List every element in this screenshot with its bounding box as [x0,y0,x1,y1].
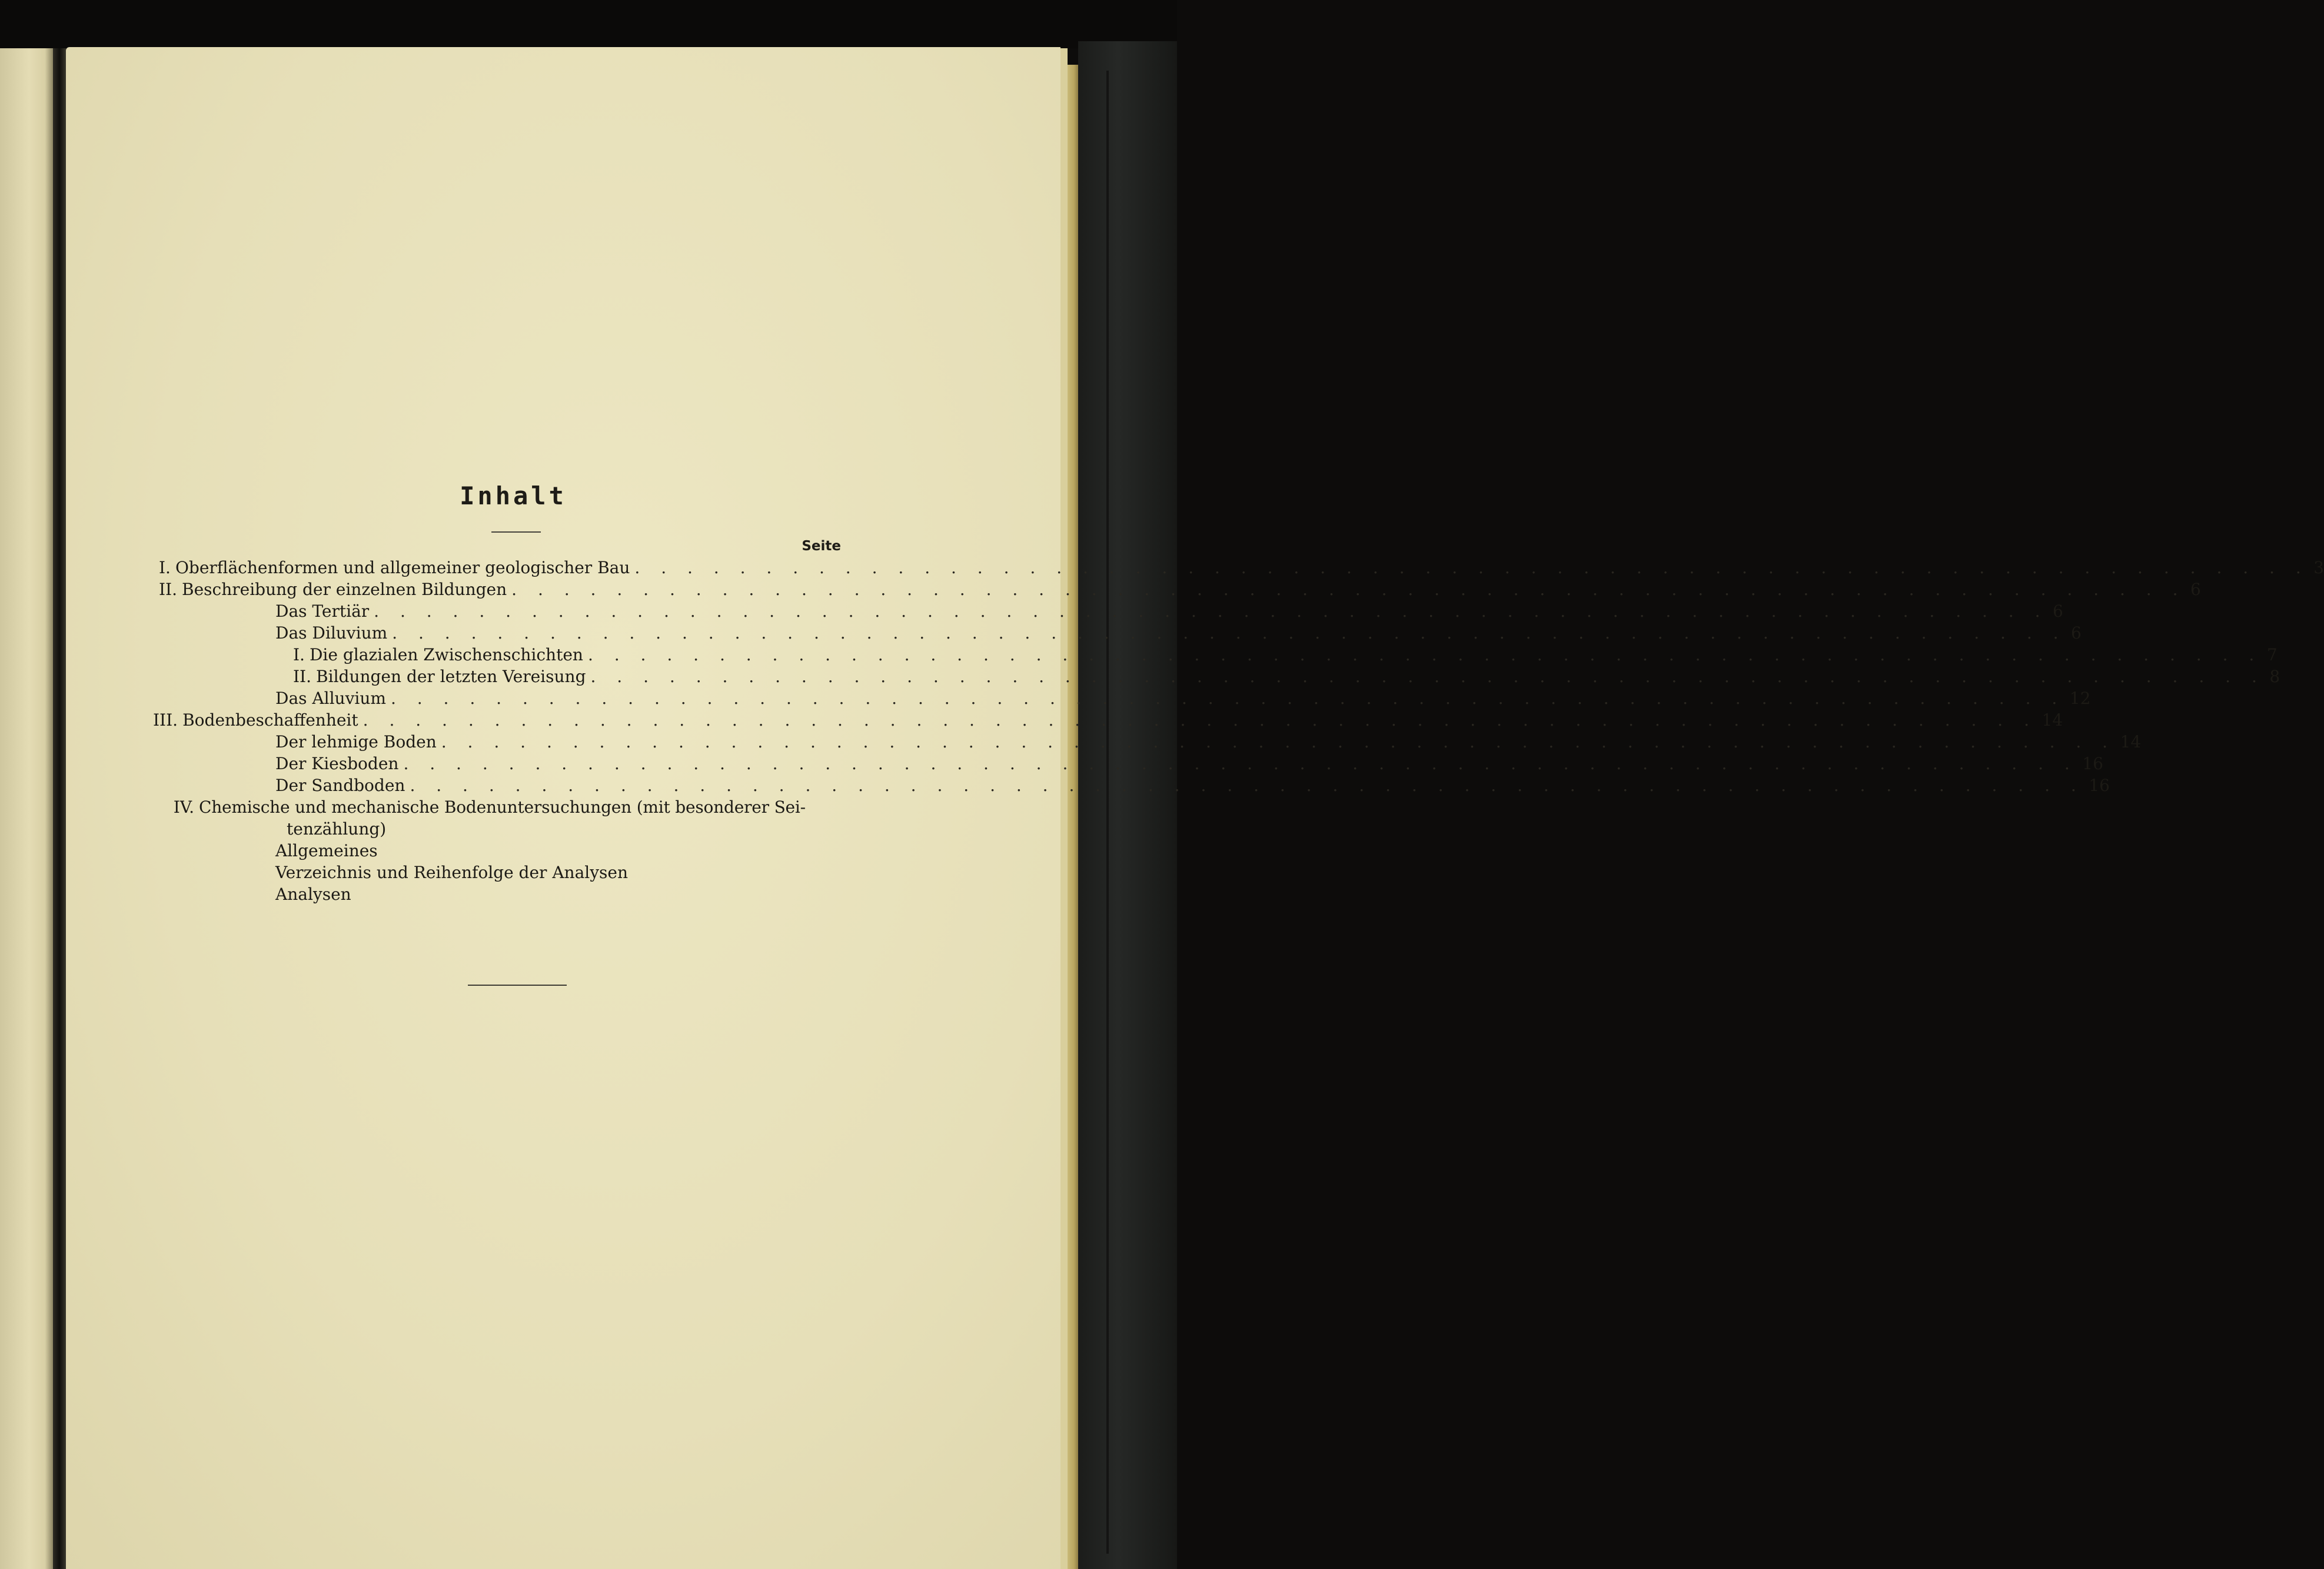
toc-entry-title: Oberflächenformen und allgemeiner geologischer Bau [175,558,630,577]
toc-entry [194,600,2063,622]
toc-entry-title: Das Tertiär [275,601,370,621]
dot-leader: . . . . . . . . . . . . . . . . . . . . . . . . . . . . . . . . . . . . . . . . . . . . . . . . . . . . . . . . . . . . . . . . [374,601,2049,621]
toc-entry [194,731,2142,753]
toc-entry-number: II. [293,667,312,686]
toc-entry-page: 14 [2120,732,2142,752]
toc-entry-title: Beschreibung der einzelnen Bildungen [182,580,507,599]
toc-entry-page: 8 [2269,667,2280,686]
toc-entry [194,753,2103,774]
book-cover [1078,41,1177,1569]
toc-entry-page: 6 [2053,601,2063,621]
toc-entry-number: IV. [173,797,194,817]
toc-entry-number: I. [293,645,305,664]
toc-entry-title: Die glazialen Zwischenschichten [309,645,583,664]
toc-entry-page: 12 [2069,689,2091,708]
toc-entry-title: Das Alluvium [275,689,386,708]
dot-leader: . . . . . . . . . . . . . . . . . . . . . . . . . . . . . . . . . . . . . . . . . . . . . . . . . . . . . . . . . . . . . . . . [441,732,2116,752]
closing-rule [468,985,567,986]
toc-entry-page: 6 [2071,623,2082,643]
toc-entry-title: Bildungen der letzten Vereisung [316,667,586,686]
toc-entry [159,557,2324,579]
toc-entry-number: II. [159,580,178,599]
dot-leader: . . . . . . . . . . . . . . . . . . . . . . . . . . . . . . . . . . . . . . . . . . . . . . . . . . . . . . . . . . . . . . . . [590,667,2265,686]
title-rule [491,531,541,533]
dot-leader: . . . . . . . . . . . . . . . . . . . . . . . . . . . . . . . . . . . . . . . . . . . . . . . . . . . . . . . . . . . . . . . . [363,710,2037,730]
toc-entry-title: Analysen [275,885,351,904]
toc-entry-page: 16 [2082,754,2103,773]
toc-entry [194,840,842,862]
toc-entry-page: 7 [2266,645,2278,664]
toc-entry-page: 6 [2190,580,2201,599]
toc-entry-title: Der Kiesboden [275,754,399,773]
toc-entry [153,709,2063,731]
facing-page-edge [0,48,53,1569]
toc-entry-title: Das Diluvium [275,623,388,643]
page-column-header: Seite [802,538,841,554]
toc-entry-page: 14 [2042,710,2063,730]
page-stack-edge-gilt [1068,65,1078,1569]
dot-leader: . . . . . . . . . . . . . . . . . . . . . . . . . . . . . . . . . . . . . . . . . . . . . . . . . . . . . . . . . . . . . . . . [587,645,2262,664]
dot-leader: . . . . . . . . . . . . . . . . . . . . . . . . . . . . . . . . . . . . . . . . . . . . . . . . . . . . . . . . . . . . . . . . [511,580,2186,599]
toc-entry [159,579,2201,600]
scan-background-top [0,0,1177,48]
toc-entry [194,862,842,883]
toc-entry [194,687,2091,709]
dot-leader: . . . . . . . . . . . . . . . . . . . . . . . . . . . . . . . . . . . . . . . . . . . . . . . . . . . . . . . . . . . . . . . . [403,754,2078,773]
toc-entry [194,883,842,905]
toc-entry-continuation [194,818,842,840]
toc-entry-title: Verzeichnis und Reihenfolge der Analysen [275,863,629,882]
toc-entry [194,644,2278,666]
toc-entry-number: III. [153,710,178,730]
book-gutter [53,48,66,1569]
cover-hinge [1106,71,1109,1554]
dot-leader: . . . . . . . . . . . . . . . . . . . . . . . . . . . . . . . . . . . . . . . . . . . . . . . . . . . . . . . . . . . . . . . . [634,558,2309,577]
toc-entry-title: Chemische und mechanische Bodenuntersuchungen (mit besonderer Sei- [199,797,806,817]
toc-entry-page: 3 [2313,558,2324,577]
toc-entry [194,666,2280,687]
page-title: Inhalt [460,481,567,510]
toc-entry [194,774,2110,796]
dot-leader: . . . . . . . . . . . . . . . . . . . . . . . . . . . . . . . . . . . . . . . . . . . . . . . . . . . . . . . . . . . . . . . . [410,776,2084,795]
toc-entry-number: I. [159,558,171,577]
toc-entry-title: Der lehmige Boden [275,732,437,752]
toc-entry-page: 16 [2089,776,2110,795]
dot-leader: . . . . . . . . . . . . . . . . . . . . . . . . . . . . . . . . . . . . . . . . . . . . . . . . . . . . . . . . . . . . . . . . [392,623,2067,643]
toc-entry-title: Bodenbeschaffenheit [182,710,358,730]
page-stack-edge [1060,48,1068,1569]
toc-entry [173,796,842,818]
toc-entry-title: Der Sandboden [275,776,405,795]
toc-entry-title: tenzählung) [287,819,387,839]
toc-entry [194,622,2082,644]
toc-entry-title: Allgemeines [275,841,378,860]
dot-leader: . . . . . . . . . . . . . . . . . . . . . . . . . . . . . . . . . . . . . . . . . . . . . . . . . . . . . . . . . . . . . . . . [390,689,2065,708]
